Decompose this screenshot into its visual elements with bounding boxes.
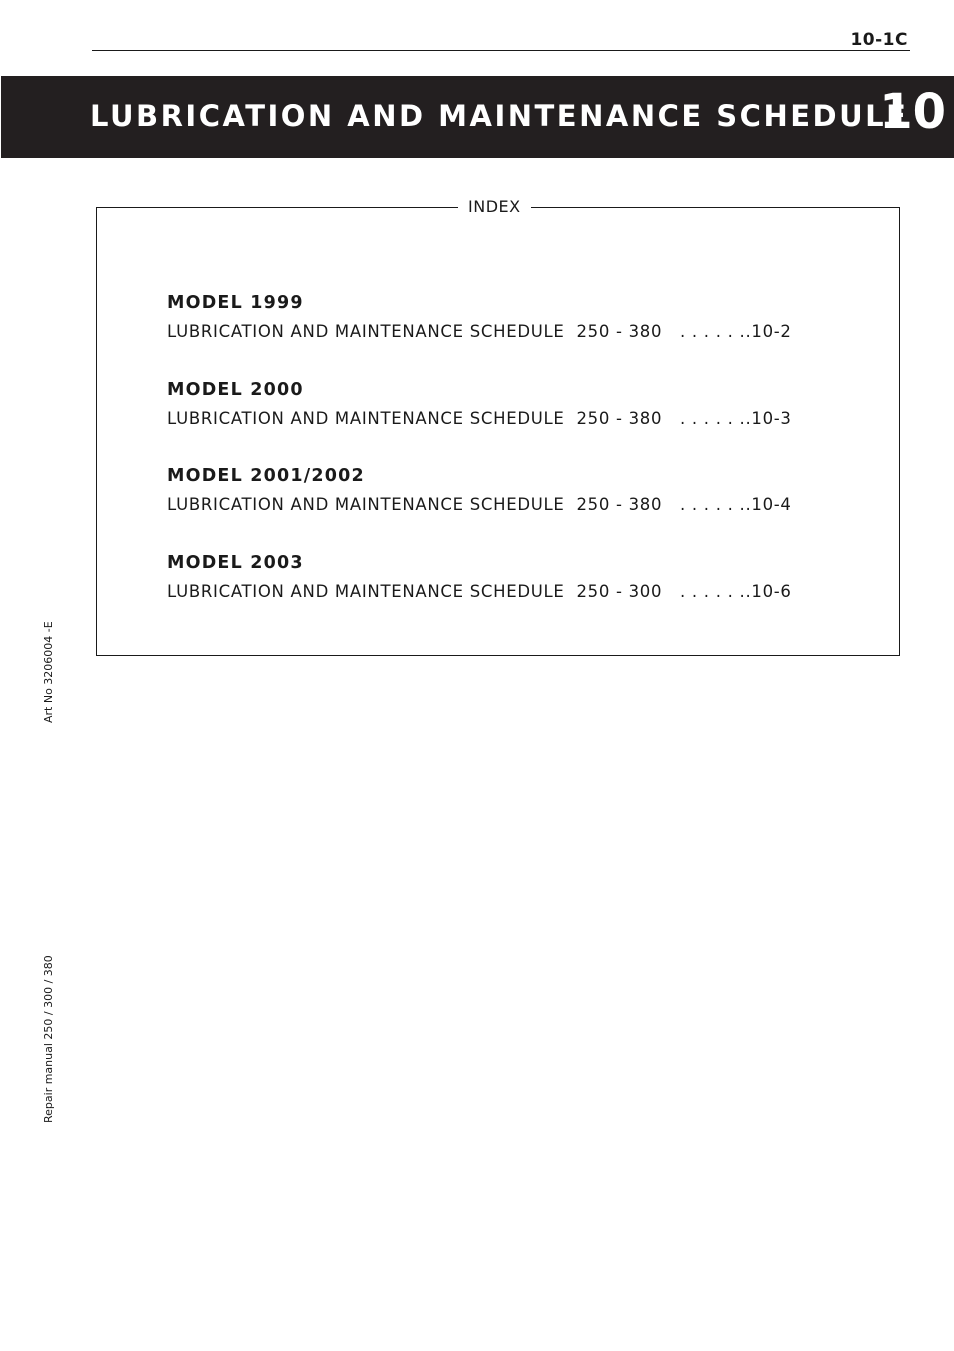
toc-entry-range: 250 - 300 <box>576 582 663 601</box>
toc-entry-range: 250 - 380 <box>576 495 663 514</box>
chapter-number: 10 <box>879 84 946 140</box>
chapter-title: LUBRICATION AND MAINTENANCE SCHEDULE <box>90 99 909 133</box>
toc-entry-title: LUBRICATION AND MAINTENANCE SCHEDULE <box>167 495 565 514</box>
toc-entry[interactable] <box>167 321 847 343</box>
toc-section-2003 <box>167 552 847 603</box>
toc-heading: MODEL 2003 <box>167 553 304 573</box>
toc-entry[interactable] <box>167 408 847 430</box>
toc-entry-page: .10-3 <box>745 409 792 428</box>
manual-title: Repair manual 250 / 300 / 380 <box>42 955 55 1123</box>
index-title: INDEX <box>458 197 531 217</box>
toc-entry[interactable] <box>167 494 847 516</box>
art-number: Art No 3206004 -E <box>42 621 55 723</box>
toc-entry-leader: . . . . . . <box>680 409 746 428</box>
toc-entry-range: 250 - 380 <box>576 322 663 341</box>
toc-entry-leader: . . . . . . <box>680 495 746 514</box>
toc-section-1999 <box>167 292 847 343</box>
toc-section-2000 <box>167 379 847 430</box>
toc-entry[interactable] <box>167 581 847 603</box>
toc-entry-title: LUBRICATION AND MAINTENANCE SCHEDULE <box>167 322 565 341</box>
toc-entry-title: LUBRICATION AND MAINTENANCE SCHEDULE <box>167 582 565 601</box>
toc-entry-leader: . . . . . . <box>680 582 746 601</box>
toc-entry-leader: . . . . . . <box>680 322 746 341</box>
toc-heading: MODEL 2000 <box>167 380 304 400</box>
toc-section-2001-2002 <box>167 465 847 516</box>
toc-entry-page: .10-2 <box>745 322 792 341</box>
header-rule <box>92 50 910 51</box>
toc-entry-range: 250 - 380 <box>576 409 663 428</box>
toc-heading: MODEL 2001/2002 <box>167 466 365 486</box>
page-number: 10-1C <box>850 30 908 50</box>
toc-entry-title: LUBRICATION AND MAINTENANCE SCHEDULE <box>167 409 565 428</box>
toc-heading: MODEL 1999 <box>167 293 304 313</box>
toc-entry-page: .10-4 <box>745 495 792 514</box>
toc-entry-page: .10-6 <box>745 582 792 601</box>
